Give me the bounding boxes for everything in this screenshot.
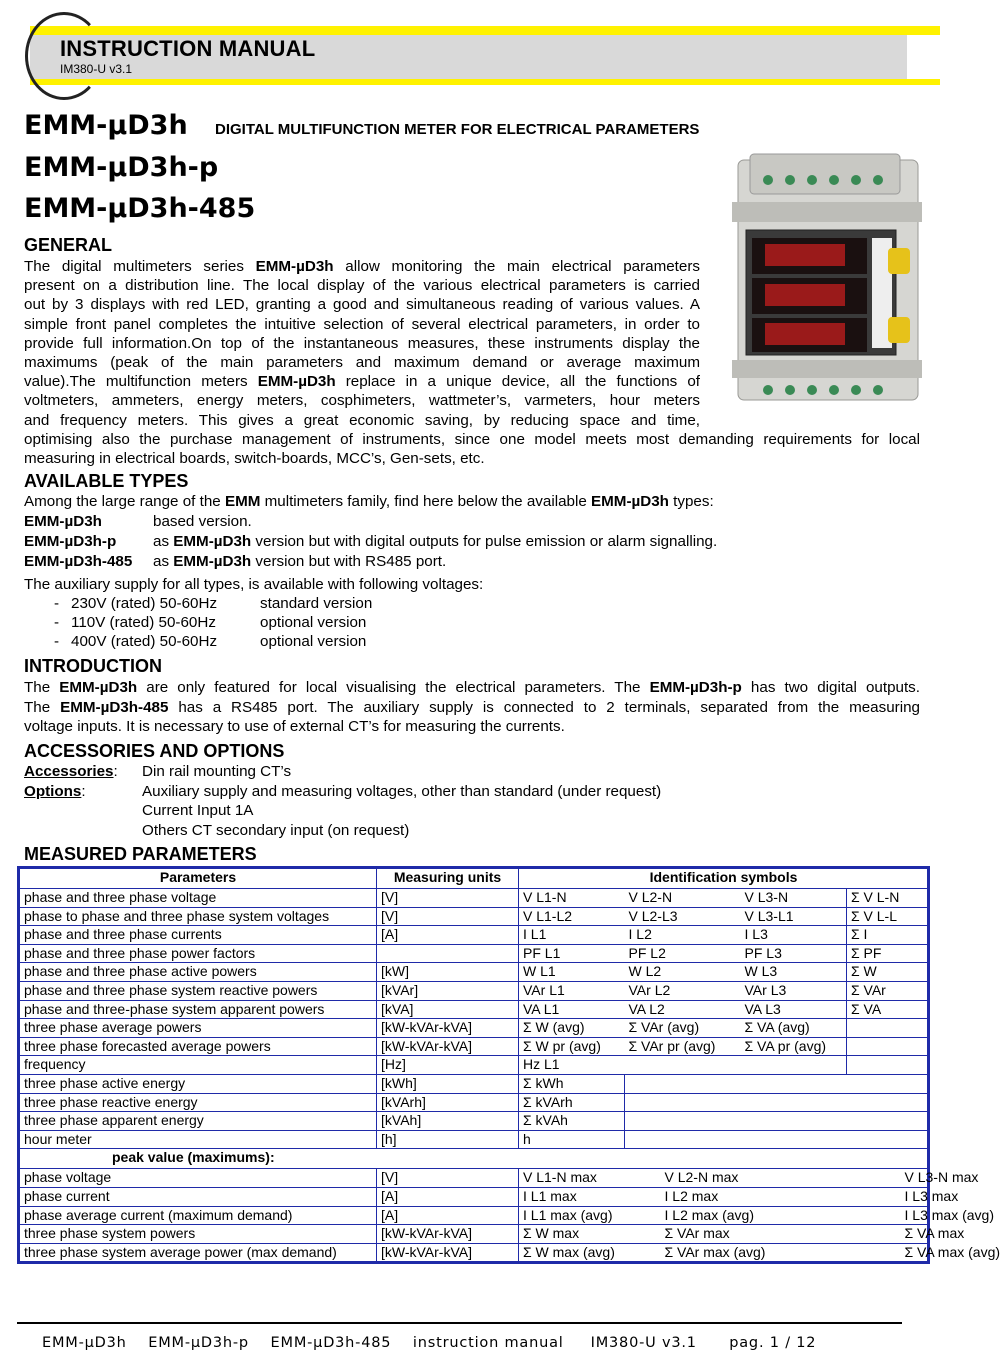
type-name: EMM-µD3h-p <box>24 533 117 550</box>
text-segment: maximums (peak of the main parameters and maximum demand or average maximum <box>24 354 700 372</box>
symbol-cell: Σ kVAh <box>519 1112 625 1131</box>
table-row <box>19 1074 929 1093</box>
type-row <box>24 532 717 552</box>
symbol-cell: VA L2 <box>625 1000 741 1019</box>
general-line <box>24 334 700 353</box>
symbol-cell: Σ kVArh <box>519 1093 625 1112</box>
parameter-cell: phase average current (maximum demand) <box>19 1206 377 1225</box>
model-name-inline: EMM <box>224 493 261 510</box>
unit-cell: [kVAh] <box>377 1112 519 1131</box>
unit-cell: [kW-kVAr-kVA] <box>377 1037 519 1056</box>
text-segment: has a RS485 port. The auxiliary supply is connected to 2 terminals, separated from the measuring <box>168 698 920 716</box>
model-name-inline: EMM-µD3h <box>255 258 334 275</box>
symbol-cell: Σ W (avg) <box>519 1019 625 1038</box>
table-row <box>19 963 929 982</box>
manual-title: INSTRUCTION MANUAL <box>60 36 316 61</box>
model-description: DIGITAL MULTIFUNCTION METER FOR ELECTRICAL PARAMETERS <box>215 121 700 138</box>
unit-cell: [V] <box>377 889 519 908</box>
option-item: Auxiliary supply and measuring voltages, other than standard (under request) <box>142 783 662 800</box>
peak-title: peak value (maximums): <box>19 1149 929 1169</box>
section-title-accessories: ACCESSORIES AND OPTIONS <box>24 741 285 761</box>
symbol-cell: Σ VAr (avg) <box>625 1019 741 1038</box>
supply-dash: - <box>54 595 60 612</box>
header-identification-symbols: Identification symbols <box>519 868 929 889</box>
accessories-text: Din rail mounting CT’s <box>142 763 292 780</box>
symbol-cell: VAr L3 <box>741 981 847 1000</box>
introduction-line <box>24 717 920 737</box>
symbol-cell <box>625 1112 741 1131</box>
symbol-cell: I L3 max <box>847 1187 929 1206</box>
symbol-cell: I L3 max (avg) <box>847 1206 929 1225</box>
unit-cell: [kVA] <box>377 1000 519 1019</box>
symbol-cell: I L2 <box>625 926 741 945</box>
supply-volt: 230V (rated) 50-60Hz <box>71 595 218 612</box>
text-segment: types: <box>668 493 714 510</box>
symbol-cell: V L1-N max <box>519 1169 625 1188</box>
option-item: Current Input 1A <box>142 802 254 820</box>
text-segment: provide full information.On top of the instantaneous measures, these instruments display the <box>24 334 700 352</box>
symbol-cell: Σ W max (avg) <box>519 1243 625 1263</box>
parameter-cell: frequency <box>19 1056 377 1075</box>
unit-cell: [V] <box>377 907 519 926</box>
general-line <box>24 353 700 372</box>
model-name-inline: EMM-µD3h-p <box>649 679 742 696</box>
text-segment: replace in a unique device, all the functions of <box>335 373 701 391</box>
unit-cell: [Hz] <box>377 1056 519 1075</box>
text-segment: The <box>24 679 60 696</box>
symbol-cell: Σ VA (avg) <box>741 1019 847 1038</box>
table-row <box>19 1056 929 1075</box>
symbol-cell <box>625 1074 741 1093</box>
table-row <box>19 1243 929 1263</box>
symbol-cell: V L2-N max <box>625 1169 847 1188</box>
supply-ver: optional version <box>260 633 367 650</box>
supply-row <box>54 594 460 613</box>
symbol-cell: VA L3 <box>741 1000 847 1019</box>
footer-rule <box>17 1322 902 1324</box>
supply-volt: 110V (rated) 50-60Hz <box>71 614 216 631</box>
symbol-cell: Σ V L-N <box>847 889 929 908</box>
general-line <box>24 276 700 295</box>
symbol-cell: V L2-L3 <box>625 907 741 926</box>
unit-cell <box>377 944 519 963</box>
supply-dash: - <box>54 614 60 631</box>
parameter-cell: phase to phase and three phase system voltages <box>19 907 377 926</box>
symbol-cell: I L1 max <box>519 1187 625 1206</box>
symbol-cell: PF L1 <box>519 944 625 963</box>
unit-cell: [A] <box>377 1206 519 1225</box>
type-row <box>24 512 717 532</box>
symbol-cell: VA L1 <box>519 1000 625 1019</box>
text-segment: allow monitoring the main electrical parameters <box>333 258 701 275</box>
symbol-cell: I L2 max <box>625 1187 847 1206</box>
model-name-inline: EMM-µD3h <box>173 553 252 570</box>
unit-cell: [kW] <box>377 963 519 982</box>
footer-text: EMM-µD3h EMM-µD3h-p EMM-µD3h-485 instruction manual IM380-U v3.1 pag. 1 / 12 <box>42 1335 817 1351</box>
options-row: Options: <box>24 783 86 800</box>
symbol-cell: Σ VAr max (avg) <box>625 1243 847 1263</box>
supply-row <box>54 613 460 632</box>
symbol-cell: W L2 <box>625 963 741 982</box>
unit-cell: [kW-kVAr-kVA] <box>377 1243 519 1263</box>
parameter-cell: phase voltage <box>19 1169 377 1188</box>
table-row <box>19 981 929 1000</box>
unit-cell: [A] <box>377 926 519 945</box>
symbol-cell: Σ PF <box>847 944 929 963</box>
section-title-general: GENERAL <box>24 235 113 255</box>
table-row <box>19 1225 929 1244</box>
table-row <box>19 1019 929 1038</box>
table-row <box>19 889 929 908</box>
parameter-cell: three phase forecasted average powers <box>19 1037 377 1056</box>
options-label: Options <box>24 783 82 800</box>
symbol-cell: VAr L1 <box>519 981 625 1000</box>
text-segment: are only featured for local visualising the electrical parameters. The <box>137 679 650 696</box>
unit-cell: [kVAr] <box>377 981 519 1000</box>
symbol-cell: V L3-N max <box>847 1169 929 1188</box>
supply-dash: - <box>54 633 60 650</box>
available-intro <box>24 492 714 512</box>
accessories-label: Accessories <box>24 763 114 780</box>
text-segment: and frequency meters. This gives a great economic saving, by reducing space and time, <box>24 411 700 429</box>
symbol-cell <box>847 1093 929 1112</box>
section-title-available-types: AVAILABLE TYPES <box>24 471 189 491</box>
symbol-cell: Σ kWh <box>519 1074 625 1093</box>
text-segment: version but with RS485 port. <box>251 553 447 570</box>
table-row <box>19 1206 929 1225</box>
model-name-inline: EMM-µD3h-485 <box>60 698 169 716</box>
model-title-1: EMM-µD3h <box>24 110 188 141</box>
unit-cell: [V] <box>377 1169 519 1188</box>
symbol-cell <box>741 1074 847 1093</box>
table-row <box>19 1169 929 1188</box>
supply-volt: 400V (rated) 50-60Hz <box>71 633 218 650</box>
symbol-cell: V L1-N <box>519 889 625 908</box>
type-description <box>153 512 252 532</box>
symbol-cell: V L3-L1 <box>741 907 847 926</box>
general-line <box>24 411 700 430</box>
symbol-cell: V L3-N <box>741 889 847 908</box>
symbol-cell: Σ VA max <box>847 1225 929 1244</box>
parameter-cell: phase and three phase currents <box>19 926 377 945</box>
text-segment: The digital multimeters series <box>24 258 256 275</box>
text-segment: voltage inputs. It is necessary to use of external CT’s for measuring the currents. <box>24 718 565 735</box>
parameter-cell: phase and three phase voltage <box>19 889 377 908</box>
text-segment: optimising also the purchase management of instruments, since one model meets most demanding requirements for local <box>24 430 920 448</box>
table-row <box>19 1037 929 1056</box>
parameter-cell: three phase system average power (max demand) <box>19 1243 377 1263</box>
symbol-cell <box>847 1056 929 1075</box>
symbol-cell: V L1-L2 <box>519 907 625 926</box>
table-row <box>19 1093 929 1112</box>
parameter-cell: phase and three phase system reactive powers <box>19 981 377 1000</box>
parameter-cell: hour meter <box>19 1130 377 1149</box>
symbol-cell <box>741 1112 847 1131</box>
table-header-row <box>19 868 929 889</box>
symbol-cell: I L1 max (avg) <box>519 1206 625 1225</box>
introduction-paragraph <box>24 678 920 737</box>
general-line <box>24 430 920 449</box>
symbol-cell: PF L3 <box>741 944 847 963</box>
table-row <box>19 1000 929 1019</box>
model-name-inline: EMM-µD3h <box>173 533 252 550</box>
text-segment: value).The multifunction meters <box>24 373 258 391</box>
symbol-cell <box>847 1019 929 1038</box>
general-line <box>24 257 700 276</box>
table-row <box>19 1187 929 1206</box>
symbol-cell <box>847 1074 929 1093</box>
model-title-2: EMM-µD3h-p <box>24 152 219 183</box>
text-segment: present on a distribution line. The local display of the various electrical parameters is carried <box>24 277 700 295</box>
symbol-cell: V L2-N <box>625 889 741 908</box>
text-segment: voltmeters, ammeters, energy meters, cosphimeters, wattmeter’s, varmeters, hour meters <box>24 392 700 410</box>
model-name-inline: EMM-µD3h <box>257 373 336 391</box>
peak-title-row <box>19 1149 929 1169</box>
parameter-cell: phase and three-phase system apparent powers <box>19 1000 377 1019</box>
introduction-line <box>24 698 920 718</box>
symbol-cell: Σ VAr <box>847 981 929 1000</box>
symbol-cell <box>847 1112 929 1131</box>
symbol-cell: Σ VA <box>847 1000 929 1019</box>
type-name: EMM-µD3h-485 <box>24 553 133 570</box>
accessories-row: Accessories: <box>24 763 118 780</box>
symbol-cell: Σ I <box>847 926 929 945</box>
supply-list <box>54 594 460 651</box>
unit-cell: [kW-kVAr-kVA] <box>377 1225 519 1244</box>
parameter-cell: three phase reactive energy <box>19 1093 377 1112</box>
model-name-inline: EMM-µD3h <box>591 493 669 510</box>
introduction-line <box>24 678 920 698</box>
symbol-cell <box>741 1093 847 1112</box>
text-segment: version but with digital outputs for pulse emission or alarm signalling. <box>251 533 718 550</box>
supply-row <box>54 632 460 651</box>
options-list <box>142 782 661 840</box>
types-list <box>24 512 717 572</box>
type-name: EMM-µD3h <box>24 513 102 530</box>
type-description <box>153 532 717 552</box>
parameter-cell: phase and three phase power factors <box>19 944 377 963</box>
parameter-cell: three phase active energy <box>19 1074 377 1093</box>
header-parameters: Parameters <box>19 868 377 889</box>
general-line <box>24 315 700 334</box>
text-segment: has two digital outputs. <box>741 679 920 696</box>
table-row <box>19 907 929 926</box>
type-row <box>24 552 717 572</box>
measured-parameters-table <box>17 866 1000 1264</box>
general-line <box>24 295 700 314</box>
symbol-cell: Σ VAr pr (avg) <box>625 1037 741 1056</box>
symbol-cell: PF L2 <box>625 944 741 963</box>
table-row <box>19 1112 929 1131</box>
parameter-cell: three phase apparent energy <box>19 1112 377 1131</box>
table-row <box>19 944 929 963</box>
text-segment: simple front panel completes the intuitive selection of several electrical parameters, in order to <box>24 315 700 333</box>
symbol-cell: I L2 max (avg) <box>625 1206 847 1225</box>
symbol-cell: Σ VA pr (avg) <box>741 1037 847 1056</box>
symbol-cell: Hz L1 <box>519 1056 625 1075</box>
section-title-measured-parameters: MEASURED PARAMETERS <box>24 844 257 864</box>
symbol-cell <box>625 1056 741 1075</box>
symbol-cell <box>847 1037 929 1056</box>
symbol-cell: VAr L2 <box>625 981 741 1000</box>
supply-intro: The auxiliary supply for all types, is available with following voltages: <box>24 576 484 593</box>
parameter-cell: phase current <box>19 1187 377 1206</box>
parameter-cell: three phase system powers <box>19 1225 377 1244</box>
symbol-cell: I L1 <box>519 926 625 945</box>
model-title-3: EMM-µD3h-485 <box>24 193 256 224</box>
option-item: Others CT secondary input (on request) <box>142 821 410 839</box>
manual-code: IM380-U v3.1 <box>60 62 133 76</box>
symbol-cell: Σ VAr max <box>625 1225 847 1244</box>
header-yellow-stripe-bottom <box>30 79 940 85</box>
meter-device-image <box>720 152 930 414</box>
parameter-cell: three phase average powers <box>19 1019 377 1038</box>
symbol-cell: Σ V L-L <box>847 907 929 926</box>
symbol-cell: Σ W max <box>519 1225 625 1244</box>
type-description <box>153 552 446 572</box>
unit-cell: [kVArh] <box>377 1093 519 1112</box>
unit-cell: [A] <box>377 1187 519 1206</box>
symbol-cell: Σ VA max (avg) <box>847 1243 929 1263</box>
symbol-cell: Σ W pr (avg) <box>519 1037 625 1056</box>
symbol-cell <box>741 1056 847 1075</box>
text-segment: as <box>153 533 174 550</box>
parameter-cell: phase and three phase active powers <box>19 963 377 982</box>
supply-ver: standard version <box>260 595 373 612</box>
symbol-cell <box>741 1130 847 1149</box>
table-row <box>19 926 929 945</box>
symbol-cell: Σ W <box>847 963 929 982</box>
supply-ver: optional version <box>260 614 367 631</box>
text-segment: based version. <box>153 513 252 530</box>
header-measuring-units: Measuring units <box>377 868 519 889</box>
symbol-cell: W L1 <box>519 963 625 982</box>
unit-cell: [h] <box>377 1130 519 1149</box>
general-paragraph <box>24 257 920 468</box>
text-segment: Among the large range of the <box>24 493 225 510</box>
symbol-cell <box>625 1130 741 1149</box>
symbol-cell: I L3 <box>741 926 847 945</box>
section-title-introduction: INTRODUCTION <box>24 656 162 676</box>
symbol-cell <box>847 1130 929 1149</box>
general-line <box>24 391 700 410</box>
symbol-cell: W L3 <box>741 963 847 982</box>
text-segment: multimeters family, find here below the available <box>260 493 592 510</box>
unit-cell: [kW-kVAr-kVA] <box>377 1019 519 1038</box>
model-name-inline: EMM-µD3h <box>59 679 138 696</box>
general-line <box>24 372 700 391</box>
text-segment: out by 3 displays with red LED, granting a good and simultaneous reading of various values. A <box>24 296 700 314</box>
general-line <box>24 449 920 468</box>
text-segment: as <box>153 553 174 570</box>
symbol-cell <box>625 1093 741 1112</box>
text-segment: The <box>24 698 61 716</box>
header-yellow-stripe-top <box>30 26 940 35</box>
text-segment: measuring in electrical boards, switch-boards, MCC’s, Gen-sets, etc. <box>24 450 485 468</box>
table-row <box>19 1130 929 1149</box>
unit-cell: [kWh] <box>377 1074 519 1093</box>
symbol-cell: h <box>519 1130 625 1149</box>
